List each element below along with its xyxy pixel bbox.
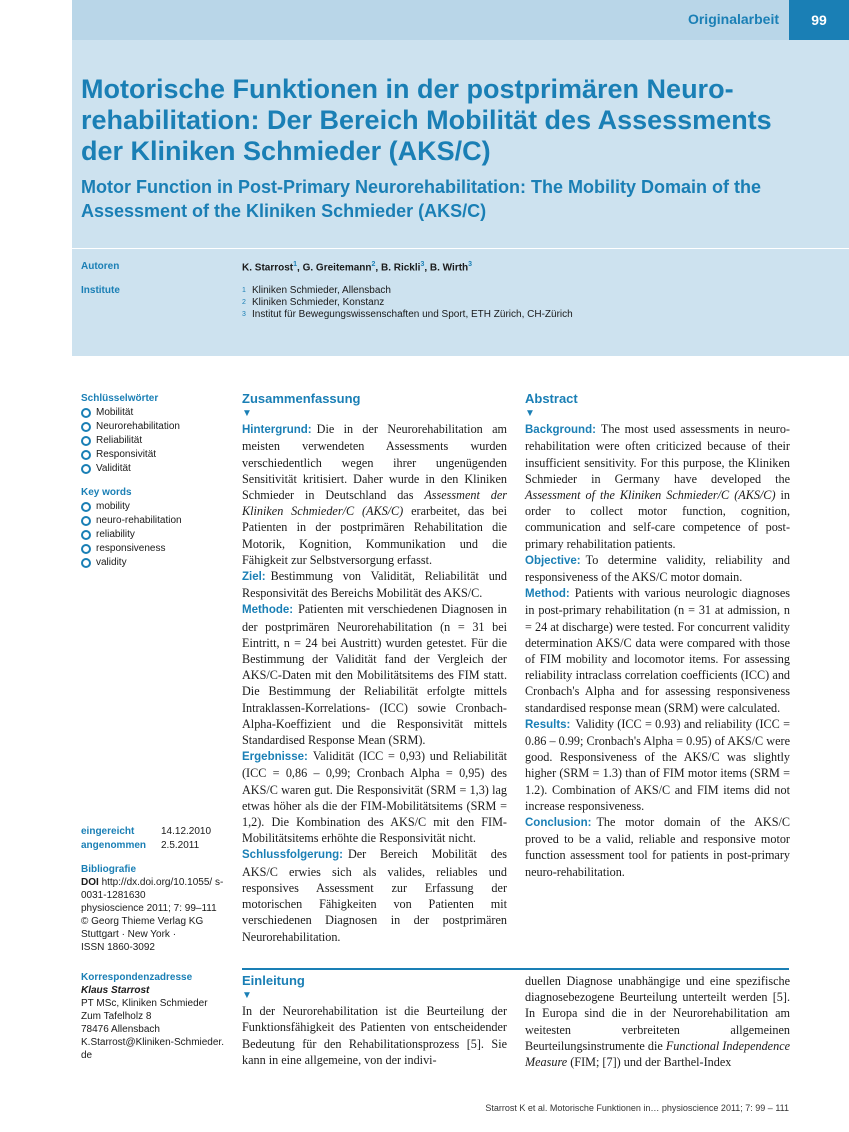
keyword-item	[81, 448, 226, 462]
bullet-icon	[81, 422, 91, 432]
zus-methode-text: Patienten mit verschiedenen Diagnosen in der postprimären Neurorehabilitation (n = 31 bei Eintritt, n = 24 bei Austritt) wurden getestet. Für die Bestimmung der Validität fand der Vergleich der AKS/C-Daten mit den Mobilitätsitems des FIM statt. Die Bestimmung der Reliabilität erfolgte mittels Intraklassen-Korrelations- (ICC) sowie Cronbach-Alpha-Koeffizient und die Responsivität mittels Standardised Response Mean (SRM).	[242, 602, 507, 748]
doi-link[interactable]: http://dx.doi.org/10.1055/ s-0031-1281630	[81, 877, 224, 901]
abs-conclusion	[525, 814, 790, 880]
bullet-icon	[81, 530, 91, 540]
abs-method-text: Patients with various neurologic diagnoses in post-primary rehabilitation (n = 31 at admission, n = 24 at discharge) were tested. For concurrent validity determination AKS/C data were compared with those of FIM mobility and locomotor items. For assessing reliability intraclass correlation coefficients (ICC) and Cronbach's Alpha and for assessing responsiveness standardised response mean (SRM) were calculated.	[525, 586, 790, 715]
abs-background	[525, 421, 790, 552]
zus-hintergrund	[242, 421, 507, 568]
bullet-icon	[81, 516, 91, 526]
zus-hintergrund-label: Hintergrund:	[242, 424, 312, 437]
keyword-text: responsiveness	[96, 543, 166, 554]
header-divider	[72, 248, 849, 249]
author-affiliation: 2	[371, 261, 376, 268]
section-label: Originalarbeit	[687, 11, 779, 27]
zus-hintergrund-italic: Assessment der Kliniken Schmieder/C (AKS/C)	[242, 488, 507, 519]
abs-results	[525, 716, 790, 814]
zus-hintergrund-text-2: erarbeitet, das bei Patienten in der postprimären Rehabilitation die Motorik, Kognition, Kommunikation und die Fähigkeit zur Selbstversorgung erfasst.	[242, 504, 507, 567]
zus-ziel	[242, 568, 507, 601]
institute-item	[242, 285, 573, 297]
received-label: eingereicht	[81, 826, 135, 837]
bibliography-block	[81, 863, 226, 954]
zus-methode-label: Methode:	[242, 604, 294, 617]
zus-ergebnisse	[242, 748, 507, 846]
abs-objective-label: Objective:	[525, 554, 581, 567]
abs-background-text: The most used assessments in neuro-rehabilitation were often criticized because of their insufficient sensitivity. For this purpose, the Kliniken Schmieder in Germany have developed the	[525, 422, 790, 486]
einleitung-heading: Einleitung	[242, 973, 305, 988]
page-footer: Starrost K et al. Motorische Funktionen in… physioscience 2011; 7: 99 – 111	[485, 1103, 789, 1113]
zus-ziel-text: Bestimmung von Validität, Reliabilität und Responsivität des Bereichs Mobilität des AKS/C.	[242, 569, 507, 601]
zus-schluss-text: Der Bereich Mobilität des AKS/C erwies sich als valides, reliables und responsives Assessment zur Erfassung der motorischen Fähigkeiten von Patienten mit verschiedenen Diagnosen in der postprimären Neurorehabilitation.	[242, 847, 507, 944]
keywords-english-label: Key words	[81, 487, 132, 498]
abs-objective-text: To determine validity, reliability and responsiveness of the AKS/C motor domain.	[525, 552, 790, 585]
zus-ziel-label: Ziel:	[242, 571, 266, 584]
keyword-text: Neurorehabilitation	[96, 421, 180, 432]
keyword-item	[81, 500, 226, 514]
page-number: 99	[789, 0, 849, 40]
correspondence-name: Klaus Starrost	[81, 985, 150, 996]
bullet-icon	[81, 408, 91, 418]
institute-item	[242, 309, 573, 321]
bullet-icon	[81, 502, 91, 512]
authors-label: Autoren	[81, 261, 120, 272]
keyword-item	[81, 462, 226, 476]
correspondence-line: PT MSc, Kliniken Schmieder	[81, 998, 208, 1009]
bullet-icon	[81, 558, 91, 568]
keyword-text: neuro-rehabilitation	[96, 515, 182, 526]
keyword-text: Responsivität	[96, 449, 157, 460]
bullet-icon	[81, 436, 91, 446]
correspondence-label: Korrespondenzadresse	[81, 972, 193, 983]
citation: physioscience 2011; 7: 99–111	[81, 903, 217, 914]
author-list: K. Starrost$^1$, G. Greitemann$^2$, B. Rickli$^3$, B. Wirth$^3$	[242, 261, 473, 274]
abs-objective	[525, 552, 790, 585]
arrow-down-icon: ▼	[242, 990, 252, 1002]
keyword-text: Reliabilität	[96, 435, 143, 446]
einleitung-text-right-1: duellen Diagnose unabhängige und eine spezifische diagnosebezogene Beurteilung unterteilt werden [5]. In Europa sind die in der Neurorehabilitation am weitesten verbreiteten allgemeinen Beurteilungsinstrumente die	[525, 974, 790, 1053]
zus-methode	[242, 601, 507, 748]
bibliography-label: Bibliografie	[81, 864, 137, 875]
abs-background-label: Background:	[525, 424, 596, 437]
keyword-item	[81, 542, 226, 556]
author-name: K. Starrost	[242, 262, 294, 274]
keyword-text: validity	[96, 557, 127, 568]
zus-schluss	[242, 846, 507, 944]
keyword-text: mobility	[96, 501, 130, 512]
accepted-label: angenommen	[81, 840, 147, 851]
zusammenfassung-column	[242, 391, 507, 945]
einleitung-column-right	[525, 973, 790, 1070]
institute-number: 3	[242, 311, 246, 318]
copyright: © Georg Thieme Verlag KG Stuttgart · New York ·	[81, 916, 204, 940]
abs-background-italic: Assessment of the Kliniken Schmieder/C (AKS/C)	[525, 488, 776, 503]
institute-number: 1	[242, 287, 246, 294]
institute-text: Institut für Bewegungswissenschaften und Sport, ETH Zürich, CH-Zürich	[252, 309, 573, 320]
bullet-icon	[81, 464, 91, 474]
keyword-item	[81, 556, 226, 570]
correspondence-line: Zum Tafelholz 8	[81, 1011, 152, 1022]
keyword-text: reliability	[96, 529, 135, 540]
zus-hintergrund-text: Die in der Neurorehabilitation am meisten verwendeten Assessments wurden verschiedentlich wegen ihrer ungenügenden Sensitivität kritisiert. Daher wurde in den Kliniken Schmieder in Deutschland das	[242, 422, 507, 503]
correspondence-block	[81, 971, 226, 1062]
zus-ergebnisse-label: Ergebnisse:	[242, 751, 308, 764]
keyword-item	[81, 514, 226, 528]
author-name: B. Rickli	[380, 262, 421, 274]
abs-method	[525, 585, 790, 716]
correspondence-email[interactable]: K.Starrost@Kliniken-Schmieder. de	[81, 1037, 224, 1061]
institutes-label: Institute	[81, 285, 120, 296]
author-name: G. Greitemann	[302, 262, 372, 274]
keywords-german-label: Schlüsselwörter	[81, 393, 159, 404]
author-name: B. Wirth	[429, 262, 469, 274]
keyword-item	[81, 420, 226, 434]
title-german: Motorische Funktionen in der postprimären Neurorehabilitation: Der Bereich Mobilität des Assessments der Kliniken Schmieder (AKS/C)	[81, 74, 772, 166]
abs-results-label: Results:	[525, 718, 571, 731]
section-divider	[242, 968, 789, 970]
abs-conclusion-text: The motor domain of the AKS/C proved to be a valid, reliable and responsive motor function assessment tool for patients in post-primary neuro-rehabilitation.	[525, 815, 790, 879]
issn: ISSN 1860-3092	[81, 942, 155, 953]
institute-number: 2	[242, 299, 246, 306]
institute-item	[242, 297, 573, 309]
author-affiliation: 3	[468, 261, 473, 268]
institute-list	[242, 285, 573, 321]
received-date: 14.12.2010	[161, 826, 212, 837]
doi-label: DOI	[81, 877, 99, 888]
institute-text: Kliniken Schmieder, Allensbach	[252, 285, 391, 296]
abstract-column	[525, 391, 790, 880]
abs-results-text: Validity (ICC = 0.93) and reliability (ICC = 0.86 – 0.99; Cronbach's Alpha = 0.95) of AKS/C were good. Responsiveness of the AKS/C was slightly higher (SRM = 1.3) than of FIM motor items (SRM = 1.2). Combination of AKS/C and FIM items did not increase responsiveness.	[525, 716, 790, 813]
dates-block	[81, 825, 211, 853]
author-affiliation: 3	[420, 261, 425, 268]
correspondence-line: 78476 Allensbach	[81, 1024, 160, 1035]
keywords-english	[81, 486, 226, 570]
accepted-date: 2.5.2011	[161, 840, 200, 851]
keywords-german	[81, 392, 226, 476]
abs-conclusion-label: Conclusion:	[525, 817, 592, 830]
arrow-down-icon: ▼	[242, 408, 252, 420]
arrow-down-icon: ▼	[525, 408, 535, 420]
bullet-icon	[81, 544, 91, 554]
zus-ergebnisse-text: Validität (ICC = 0,93) und Reliabilität (ICC = 0,86 – 0,99; Cronbach Alpha = 0,95) des AKS/C waren gut. Die Responsivität (SRM = 1,3) lag etwas höher als die der FIM-Mobilitätsitems (SRM = 1,2). Die Kombination des AKS/C mit den FIM-Mobilitätsitems erhöhte die Responsivität nicht.	[242, 749, 507, 846]
keyword-text: Mobilität	[96, 407, 134, 418]
einleitung-text-left: In der Neurorehabilitation ist die Beurteilung der Funktionsfähigkeit des Patienten von entscheidender Bedeutung für den Rehabilitationsprozess [5]. Sie kann in eine allgemeine, von der indivi-	[242, 1004, 507, 1067]
keyword-item	[81, 406, 226, 420]
einleitung-text-right	[525, 973, 790, 1070]
abstract-heading: Abstract	[525, 391, 578, 406]
keyword-item	[81, 434, 226, 448]
keyword-text: Validität	[96, 463, 131, 474]
einleitung-text-right-2: (FIM; [7]) und der Barthel-Index	[567, 1055, 732, 1070]
zusammenfassung-heading: Zusammenfassung	[242, 391, 361, 406]
title-english: Motor Function in Post-Primary Neurorehabilitation: The Mobility Domain of the Assessment of the Kliniken Schmieder (AKS/C)	[81, 177, 762, 221]
zus-schluss-label: Schlussfolgerung:	[242, 849, 343, 862]
einleitung-italic: Functional Independence Measure	[525, 1038, 791, 1070]
institute-text: Kliniken Schmieder, Konstanz	[252, 297, 385, 308]
einleitung-column-left	[242, 973, 507, 1068]
bullet-icon	[81, 450, 91, 460]
abs-method-label: Method:	[525, 588, 570, 601]
keyword-item	[81, 528, 226, 542]
abs-background-text-2: in order to collect motor function, cognition, communication and self-care competence of post-primary rehabilitation patients.	[525, 488, 790, 551]
author-affiliation: 1	[293, 261, 298, 268]
